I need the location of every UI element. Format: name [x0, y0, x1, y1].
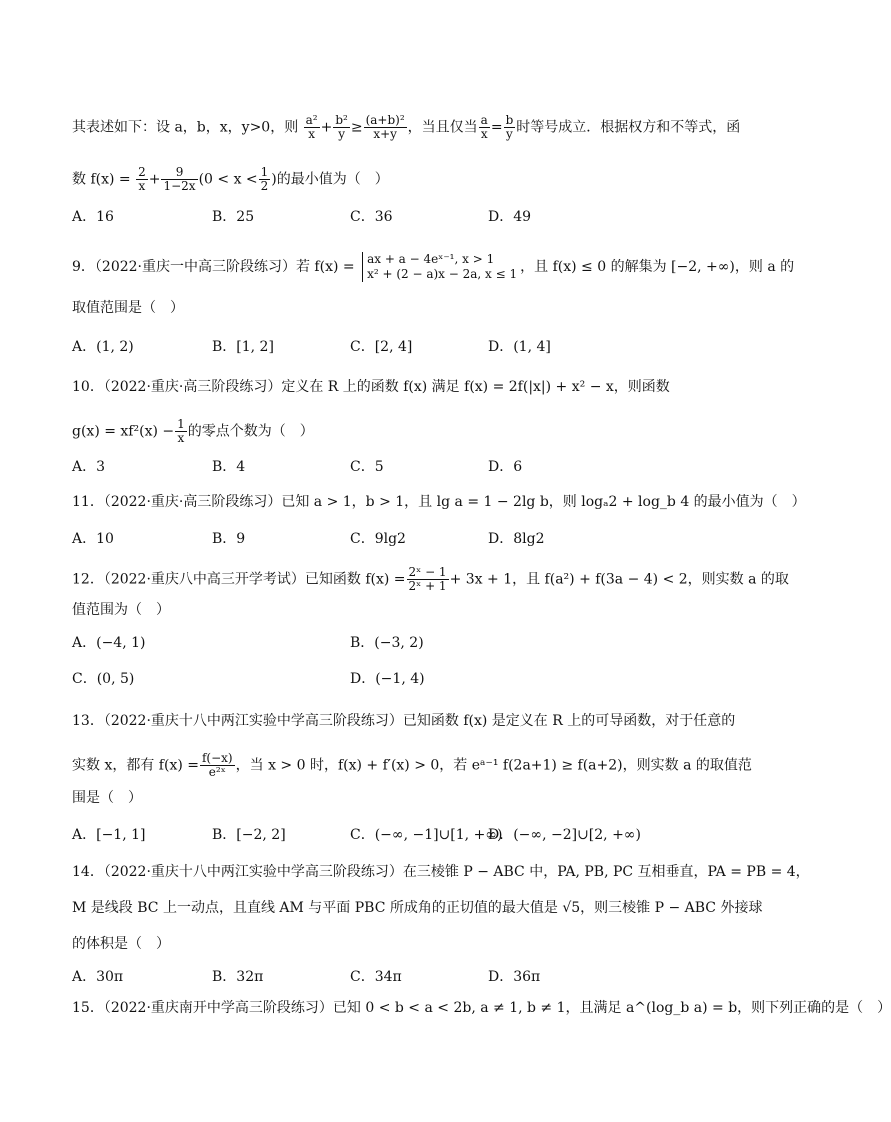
- question-13-line-2: 实数 x，都有 f(x) = $\frac{f(-x)}{\text{e²ˣ}}$ ，当 x > 0 时，f(x) + f′(x) > 0，若 eᵃ⁻¹ f(2a+1) ≥ f(a+2)，则实数 a 的取值范: [72, 751, 752, 779]
- question-12-line-1: 12．（2022·重庆八中高三开学考试）已知函数 f(x) = $\frac{\text{2ˣ − 1}}{\text{2ˣ + 1}}$ + 3x + 1，且 f(a²) + f(3a − 4) < 2，则实数 a 的取: [72, 565, 789, 593]
- question-13-line-3: 围是（ ）: [72, 790, 142, 806]
- question-9-line-1: 9．（2022·重庆一中高三阶段练习）若 f(x) = ax + a − 4eˣ⁻¹, x > 1 x² + (2 − a)x − 2a, x ≤ 1 ，且 f(x) ≤ 0 的解集为 [−2, +∞)，则 a 的: [72, 252, 795, 281]
- fraction: $\frac{2}{x}$: [138, 165, 146, 193]
- fraction: $\frac{\text{(a+b)²}}{x+y}$: [365, 113, 405, 141]
- fraction: $\frac{b}{y}$: [505, 113, 514, 141]
- option-d: D．49: [488, 209, 532, 225]
- option-c: C．9lg2: [350, 531, 406, 547]
- option-c: C．[2, 4]: [350, 339, 413, 355]
- option-d: D．8lg2: [488, 531, 545, 547]
- intro-line-2: 数 f(x) = $\frac{2}{x}$ + $\frac{9}{1-2x}$ (0 < x < $\frac{1}{2}$ )的最小值为（ ）: [72, 165, 389, 193]
- option-b: B．[−2, 2]: [212, 827, 286, 843]
- option-a: A．[−1, 1]: [72, 827, 146, 843]
- option-a: A．3: [72, 459, 106, 475]
- intro-line-1: 其表述如下：设 a，b，x，y>0，则 $\frac{\text{a²}}{x}$ + $\frac{\text{b²}}{y}$ ≥ $\frac{\text{(a+b)²}}{x+y}$ ，当且仅当 $\frac{a}{x}$ = $\frac{b}{y}$ 时等号成立．根据权方和不等式，函: [72, 113, 741, 141]
- fraction: $\frac{\text{a²}}{x}$: [305, 113, 318, 141]
- option-b: B．(−3, 2): [350, 635, 424, 651]
- intro-options: [72, 206, 722, 226]
- fraction: $\frac{\text{b²}}{y}$: [335, 113, 348, 141]
- question-9-options: [72, 336, 722, 356]
- question-11-line-1: 11．（2022·重庆·高三阶段练习）已知 a > 1，b > 1，且 lg a = 1 − 2lg b，则 logₐ2 + log_b 4 的最小值为（ ）: [72, 494, 806, 510]
- option-d: D．(−1, 4): [350, 671, 425, 687]
- option-b: B．[1, 2]: [212, 339, 274, 355]
- fraction: $\frac{f(-x)}{\text{e²ˣ}}$: [201, 751, 233, 779]
- question-15-line-1: 15．（2022·重庆南开中学高三阶段练习）已知 0 < b < a < 2b, a ≠ 1, b ≠ 1，且满足 a^(log_b a) = b，则下列正确的是（ ）: [72, 1000, 891, 1016]
- option-c: C．36: [350, 209, 393, 225]
- fraction: $\frac{1}{2}$: [260, 165, 269, 193]
- intro-text-a: 其表述如下：设 a，b，x，y>0，则: [72, 119, 299, 136]
- question-12-options-row-2: [72, 668, 722, 688]
- question-9-line-2: 取值范围是（ ）: [72, 300, 184, 316]
- piecewise-function: ax + a − 4eˣ⁻¹, x > 1 x² + (2 − a)x − 2a, x ≤ 1: [362, 252, 517, 282]
- question-10-options: [72, 456, 722, 476]
- option-d: D．6: [488, 459, 523, 475]
- question-10-line-1: 10．（2022·重庆·高三阶段练习）定义在 R 上的函数 f(x) 满足 f(x) = 2f(|x|) + x² − x，则函数: [72, 379, 670, 395]
- fraction: $\frac{\text{2ˣ − 1}}{\text{2ˣ + 1}}$: [408, 565, 447, 593]
- question-14-line-2: M 是线段 BC 上一动点，且直线 AM 与平面 PBC 所成角的正切值的最大值是 √5，则三棱锥 P − ABC 外接球: [72, 900, 763, 916]
- fraction: $\frac{a}{x}$: [480, 113, 488, 141]
- fraction: $\frac{9}{1-2x}$: [163, 165, 196, 193]
- option-c: C．34π: [350, 969, 402, 985]
- option-b: B．25: [212, 209, 255, 225]
- option-c: C．5: [350, 459, 384, 475]
- question-13-line-1: 13．（2022·重庆十八中两江实验中学高三阶段练习）已知函数 f(x) 是定义在 R 上的可导函数，对于任意的: [72, 713, 736, 729]
- option-c: C．(−∞, −1]∪[1, +∞): [350, 827, 503, 843]
- question-14-options: [72, 966, 722, 986]
- option-b: B．4: [212, 459, 246, 475]
- option-b: B．32π: [212, 969, 264, 985]
- option-d: D．(−∞, −2]∪[2, +∞): [488, 827, 641, 843]
- question-11-options: [72, 528, 722, 548]
- option-a: A．(−4, 1): [72, 635, 146, 651]
- question-10-line-2: g(x) = xf²(x) − $\frac{1}{x}$ 的零点个数为（ ）: [72, 417, 314, 445]
- option-a: A．30π: [72, 969, 124, 985]
- option-d: D．(1, 4]: [488, 339, 551, 355]
- option-b: B．9: [212, 531, 246, 547]
- question-13-options: [72, 824, 722, 844]
- option-a: A．(1, 2): [72, 339, 134, 355]
- fraction: $\frac{1}{x}$: [177, 417, 185, 445]
- question-12-options-row-1: [72, 632, 722, 652]
- option-a: A．10: [72, 531, 114, 547]
- question-14-line-3: 的体积是（ ）: [72, 936, 170, 952]
- option-a: A．16: [72, 209, 114, 225]
- option-c: C．(0, 5): [72, 671, 135, 687]
- question-14-line-1: 14．（2022·重庆十八中两江实验中学高三阶段练习）在三棱锥 P − ABC 中，PA, PB, PC 互相垂直，PA = PB = 4，: [72, 864, 810, 880]
- question-12-line-2: 值范围为（ ）: [72, 602, 170, 618]
- option-d: D．36π: [488, 969, 541, 985]
